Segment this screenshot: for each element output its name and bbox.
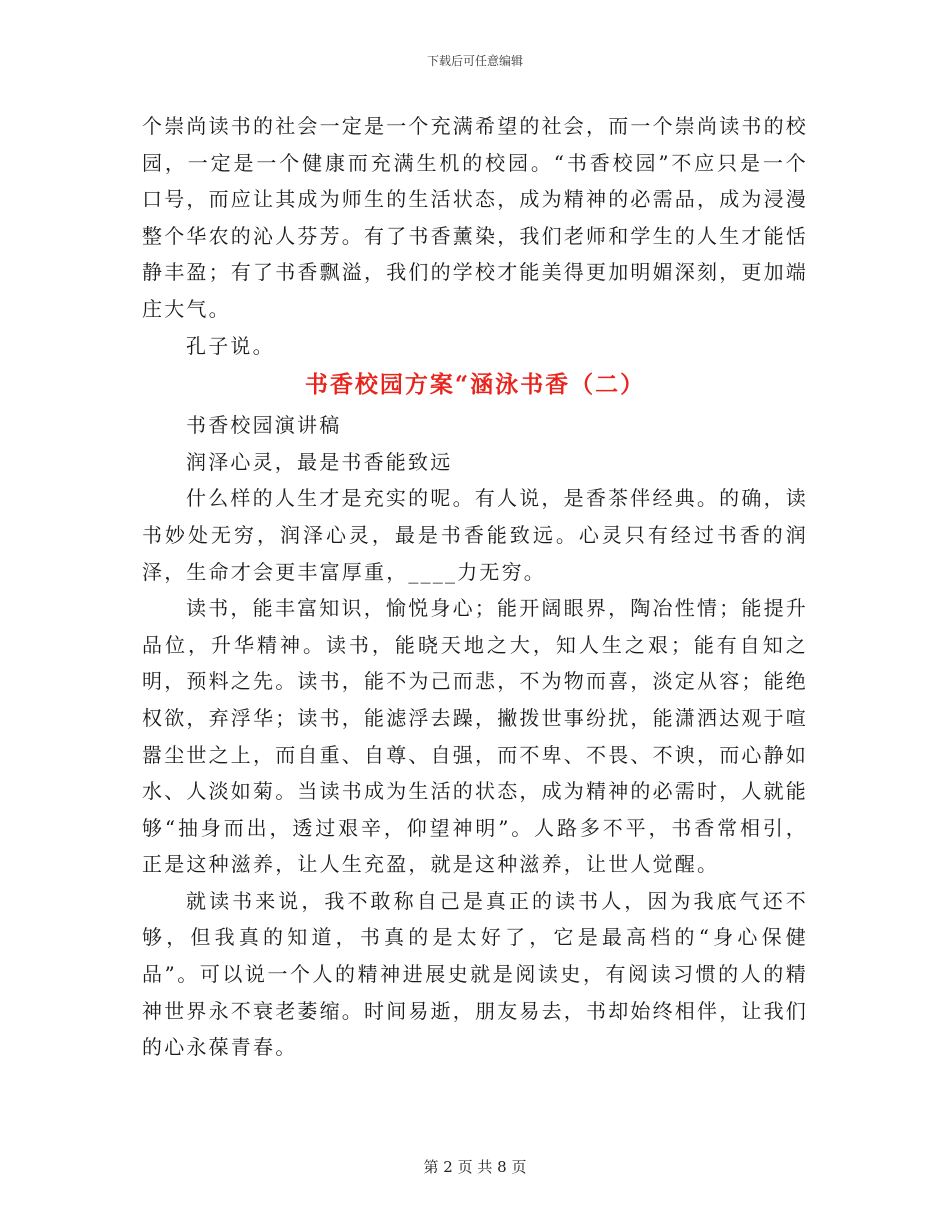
page-number: 第 2 页 共 8 页 [423,1158,527,1176]
speech-title: 书香校园演讲稿 [186,413,342,438]
paragraph-reading-benefits: 读书，能丰富知识，愉悦身心；能开阔眼界，陶冶性情；能提升品位，升华精神。读书，能晓天地之大，知人生之艰；能有自知之明，预料之先。读书，能不为己而悲，不为物而喜，淡定从容；能绝权欲，弃浮华；读书，能滤浮去躁，撇拨世事纷扰，能潇洒达观于喧嚣尘世之上，而自重、自尊、自强，而不卑、不畏、不谀，而心静如水、人淡如菊。当读书成为生活的状态，成为精神的必需时，人就能够“抽身而出，透过艰辛，仰望神明”。人路多不平，书香常相引，正是这种滋养，让人生充盈，就是这种滋养，让世人觉醒。 [142,596,808,877]
speech-subtitle: 润泽心灵，最是书香能致远 [186,449,453,474]
section-title: 书香校园方案“涵泳书香（二） [304,371,646,399]
paragraph-confucius: 孔子说。 [186,333,275,358]
paragraph-continuation: 个崇尚读书的社会一定是一个充满希望的社会，而一个崇尚读书的校园，一定是一个健康而充满生机的校园。“书香校园”不应只是一个口号，而应让其成为师生的生活状态，成为精神的必需品，成为浸漫整个华农的沁人芬芳。有了书香薰染，我们老师和学生的人生才能恬静丰盈；有了书香飘溢，我们的学校才能美得更加明媚深刻，更加端庄大气。 [142,114,808,321]
paragraph-personal-reading: 就读书来说，我不敢称自己是真正的读书人，因为我底气还不够，但我真的知道，书真的是太好了，它是最高档的“身心保健品”。可以说一个人的精神进展史就是阅读史，有阅读习惯的人的精神世界永不衰老萎缩。时间易逝，朋友易去，书却始终相伴，让我们的心永葆青春。 [142,888,808,1060]
document-body [142,108,808,1066]
paragraph-what-life: 什么样的人生才是充实的呢。有人说，是香茶伴经典。的确，读书妙处无穷，润泽心灵，最是书香能致远。心灵只有经过书香的润泽，生命才会更丰富厚重，____力无穷。 [142,486,808,584]
page-header-note: 下载后可任意编辑 [426,54,523,68]
